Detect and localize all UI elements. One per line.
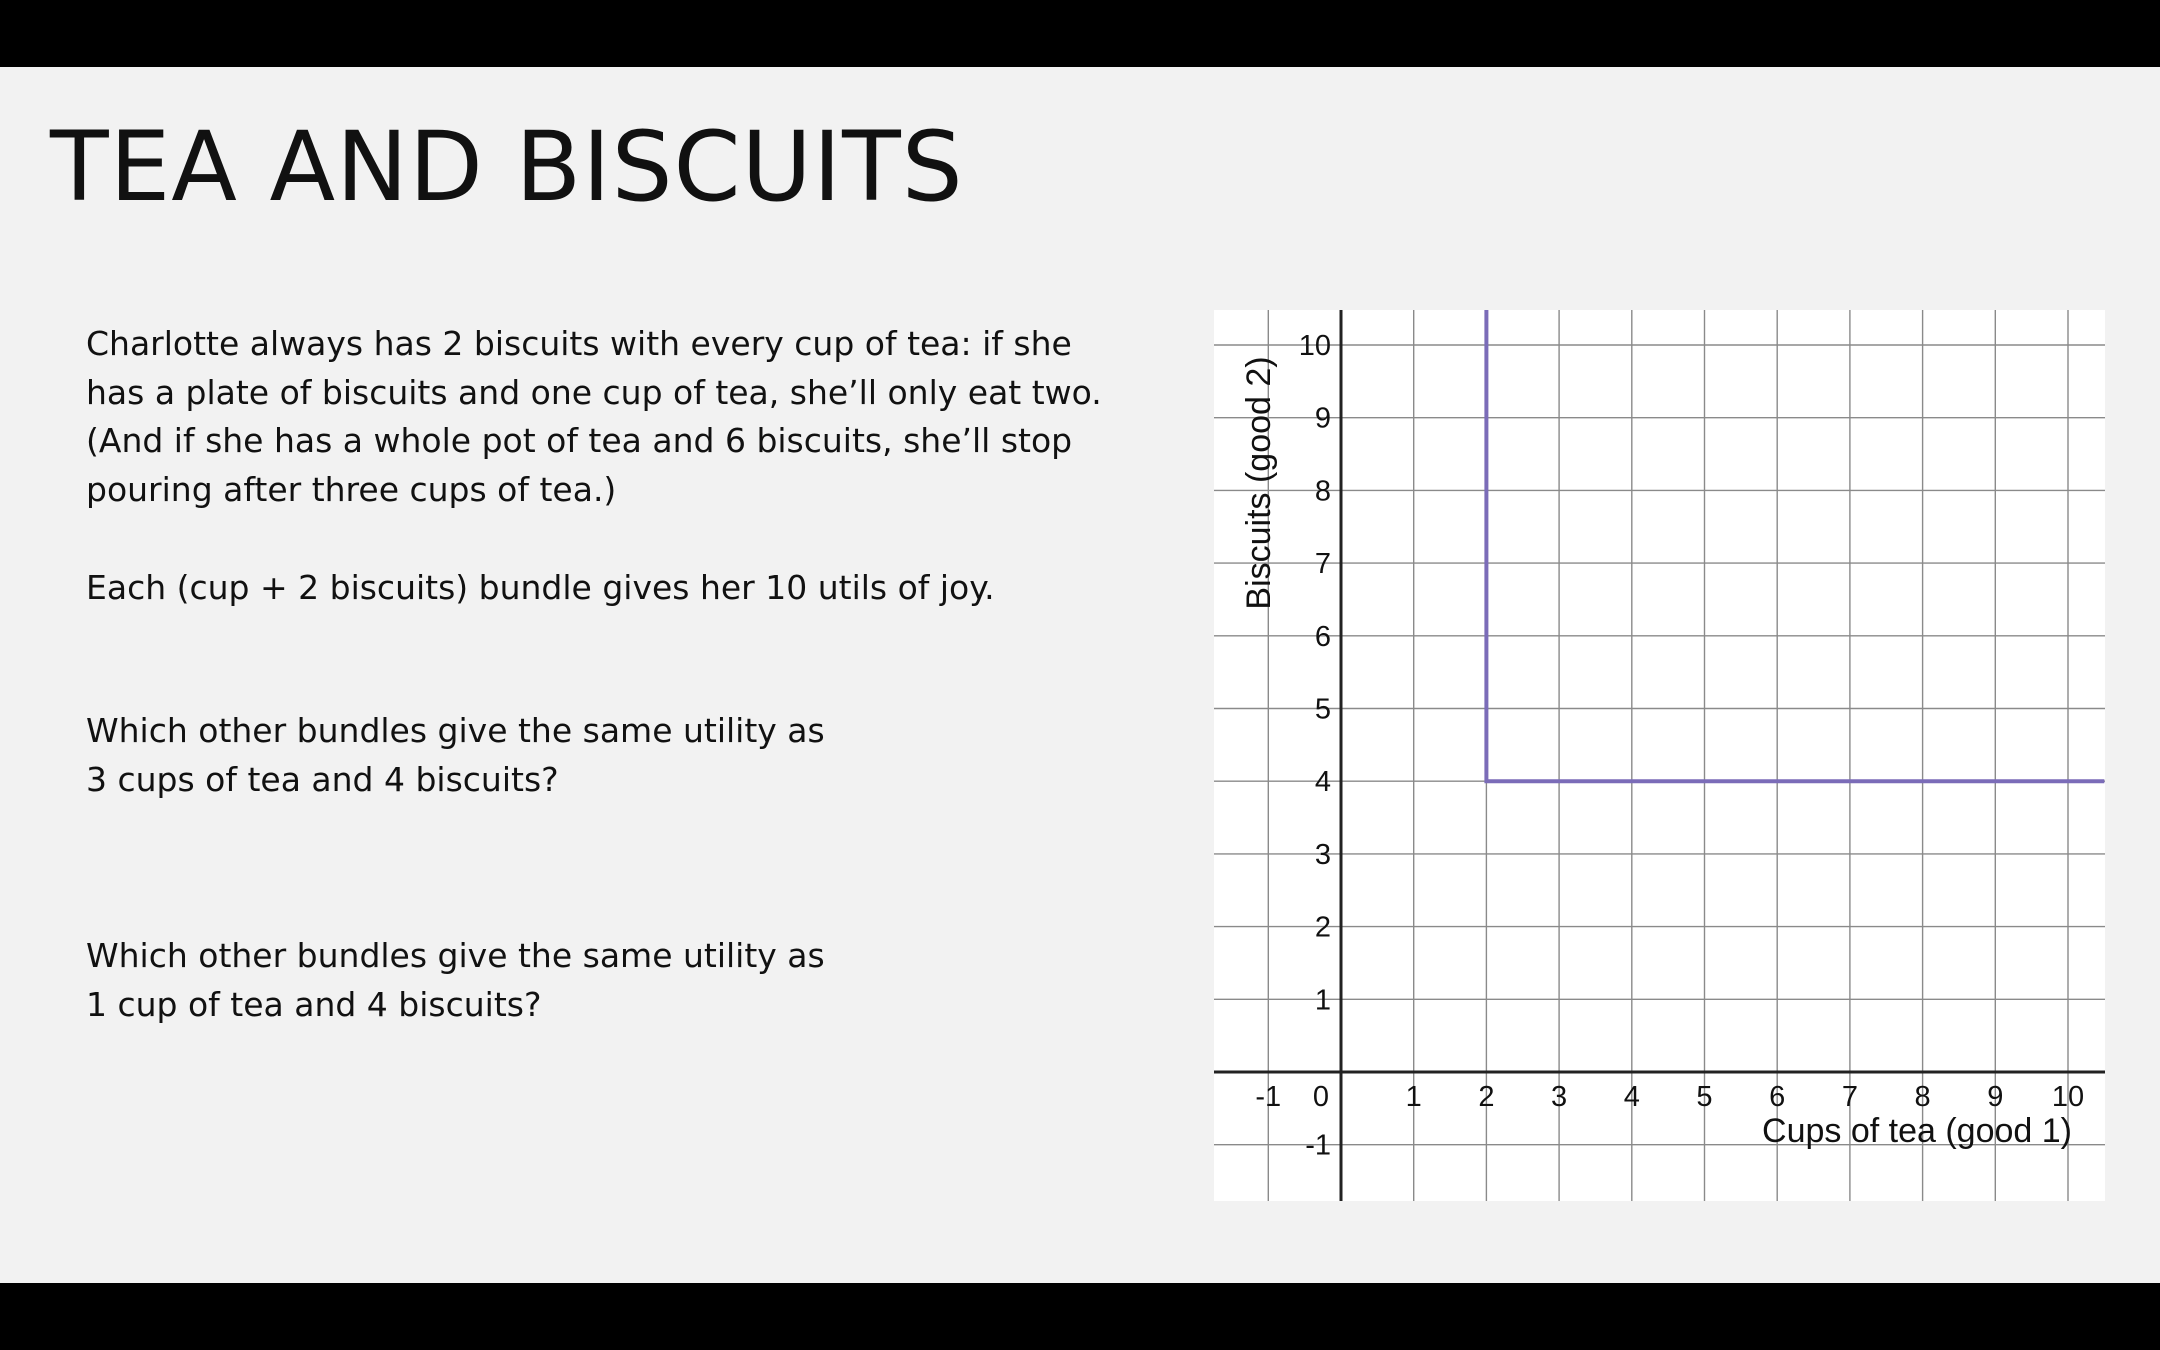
question-1 [86,707,986,804]
y-tick-label: 7 [1314,548,1331,581]
y-tick-label: 9 [1314,402,1331,435]
grid [1214,310,2105,1201]
x-tick-label: 7 [1841,1081,1858,1113]
utility-line: Each (cup + 2 biscuits) bundle gives her 10 utils of joy. [86,568,995,607]
x-tick-label: 9 [1987,1081,2004,1113]
chart-svg [1214,310,2105,1201]
question-line: 1 cup of tea and 4 biscuits? [86,984,542,1024]
x-tick-label: 2 [1478,1081,1495,1113]
y-tick-label: 1 [1314,984,1331,1017]
tick-labels [1255,330,2084,1162]
intro-line: has a plate of biscuits and one cup of tea, she’ll only eat two. [86,372,1102,412]
slide [0,67,2160,1283]
x-tick-label: 5 [1696,1081,1713,1113]
question-2 [86,932,986,1029]
y-tick-label: 8 [1314,475,1331,508]
x-tick-label: 10 [2051,1081,2085,1113]
slide-title: TEA AND BISCUITS [50,111,964,223]
axes [1214,310,2105,1201]
x-axis-label: Cups of tea (good 1) [1762,1112,2072,1150]
intro-line: pouring after three cups of tea.) [86,469,617,509]
y-tick-label: -1 [1305,1129,1331,1162]
intro-line: Charlotte always has 2 biscuits with every cup of tea: if she [86,324,1072,363]
x-tick-label: 6 [1769,1081,1786,1113]
letterbox-bottom [0,1283,2160,1350]
question-line: Which other bundles give the same utility as [86,936,825,975]
question-line: Which other bundles give the same utility as [86,711,825,750]
x-tick-label: 4 [1623,1081,1640,1113]
series [1486,310,2104,781]
intro-paragraph [86,320,1186,514]
x-tick-label: -1 [1255,1081,1282,1113]
intro-line: (And if she has a whole pot of tea and 6 biscuits, she’ll stop [86,421,1073,460]
x-tick-label: 1 [1405,1081,1422,1113]
indifference-curve [1486,310,2104,781]
indifference-chart [1214,310,2105,1201]
y-tick-label: 3 [1314,838,1331,871]
question-line: 3 cups of tea and 4 biscuits? [86,759,559,799]
x-tick-label: 3 [1551,1081,1568,1113]
y-axis-label: Biscuits (good 2) [1240,356,1278,610]
y-tick-label: 5 [1314,693,1331,726]
utility-paragraph [86,564,1186,613]
y-tick-label: 6 [1314,620,1331,653]
y-tick-label: 10 [1298,330,1331,362]
y-tick-label: 4 [1314,766,1331,799]
x-tick-label: 8 [1914,1081,1931,1113]
origin-label: 0 [1312,1081,1330,1113]
letterbox-top [0,0,2160,67]
y-tick-label: 2 [1314,911,1331,944]
